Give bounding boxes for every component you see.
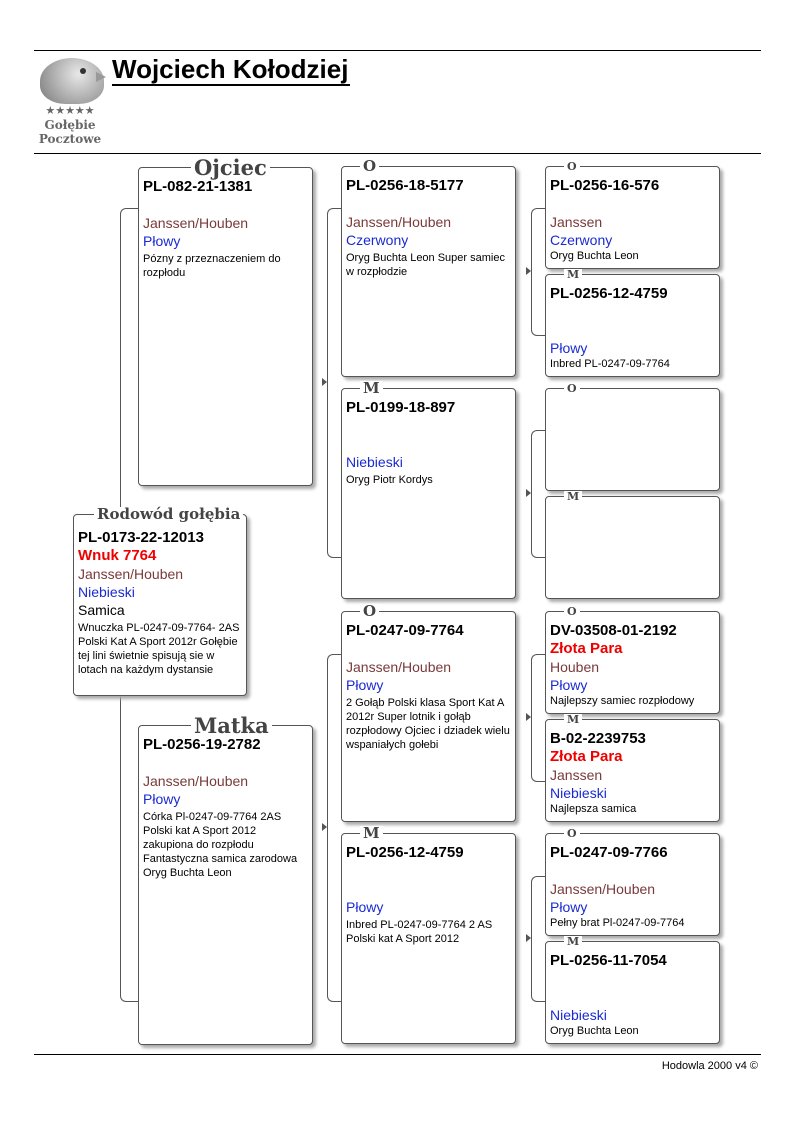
mfm-name: Złota Para <box>550 748 623 765</box>
mmm-ring: PL-0256-11-7054 <box>550 952 667 969</box>
bracket-ff <box>531 208 546 336</box>
bracket-fm <box>531 430 546 558</box>
mfm-card[interactable] <box>545 713 720 822</box>
mother-desc: Córka Pl-0247-09-7764 2AS Polski kat A Sport 2012 zakupiona do rozpłodu Fantastyczna samica zarodowa Oryg Buchta Leon <box>143 811 298 879</box>
mf-color: Płowy <box>346 677 384 693</box>
mff-breed: Houben <box>550 659 600 675</box>
subject-name: Wnuk 7764 <box>78 547 157 564</box>
mmf-card[interactable] <box>545 827 720 936</box>
father-label: Ojciec <box>191 157 270 178</box>
fm-card[interactable] <box>341 379 516 599</box>
subject-color: Niebieski <box>78 584 135 600</box>
mmm-desc: Oryg Buchta Leon <box>550 1025 639 1037</box>
mmf-desc: Pełny brat Pl-0247-09-7764 <box>550 917 685 929</box>
fm-ring: PL-0199-18-897 <box>346 399 456 416</box>
mmf-color: Płowy <box>550 899 588 915</box>
ff-breed: Janssen/Houben <box>346 214 452 230</box>
owner-name: Wojciech Kołodziej <box>112 54 349 84</box>
subject-desc: Wnuczka PL-0247-09-7764- 2AS Polski Kat A Sport 2012r Gołębie tej lini świetnie spisują sie w lotach na każdym dystansie <box>78 622 240 676</box>
logo-line1: Gołębie <box>44 118 96 132</box>
father-ring: PL-082-21-1381 <box>143 178 253 195</box>
fff-ring: PL-0256-16-576 <box>550 177 660 194</box>
father-breed: Janssen/Houben <box>143 215 249 231</box>
bracket-mm <box>531 876 546 1002</box>
logo <box>34 56 106 148</box>
ff-desc: Oryg Buchta Leon Super samiec w rozpłodzie <box>346 252 505 278</box>
mother-label: Matka <box>191 715 272 736</box>
father-color: Płowy <box>143 233 181 249</box>
footer-credit: Hodowla 2000 v4 © <box>661 1060 758 1072</box>
fff-card[interactable] <box>545 160 720 269</box>
ffm-ring: PL-0256-12-4759 <box>550 285 668 302</box>
mff-label: O <box>564 606 580 617</box>
fm-desc: Oryg Piotr Kordys <box>346 474 433 486</box>
fff-breed: Janssen <box>550 214 603 230</box>
mfm-color: Niebieski <box>550 785 607 801</box>
mff-color: Płowy <box>550 677 588 693</box>
mff-card[interactable] <box>545 605 720 714</box>
mmf-label: O <box>564 828 580 839</box>
mm-ring: PL-0256-12-4759 <box>346 844 464 861</box>
pigeon-eye-icon <box>80 68 86 74</box>
ff-label: O <box>360 159 379 174</box>
mf-label: O <box>360 604 379 619</box>
mf-ring: PL-0247-09-7764 <box>346 622 464 639</box>
bracket-father-tip <box>322 378 327 386</box>
bracket-mf <box>531 654 546 782</box>
ff-card[interactable] <box>341 157 516 377</box>
mmm-label: M <box>564 936 582 947</box>
fm-color: Niebieski <box>346 454 403 470</box>
bracket-mother-tip <box>322 823 327 831</box>
subject-breed: Janssen/Houben <box>78 566 184 582</box>
subject-sex: Samica <box>78 602 125 618</box>
mm-color: Płowy <box>346 899 384 915</box>
bracket-mm-tip <box>526 934 531 942</box>
subject-card[interactable] <box>73 505 247 696</box>
ffm-desc: Inbred PL-0247-09-7764 <box>550 358 670 370</box>
fmf-label: O <box>564 383 580 394</box>
pigeon-logo-icon <box>40 58 104 104</box>
bracket-father <box>327 208 342 558</box>
logo-line2: Pocztowe <box>38 132 102 146</box>
mmm-card[interactable] <box>545 935 720 1044</box>
mf-breed: Janssen/Houben <box>346 659 452 675</box>
fff-color: Czerwony <box>550 232 613 248</box>
mmm-color: Niebieski <box>550 1007 607 1023</box>
mfm-desc: Najlepsza samica <box>550 803 637 815</box>
fmm-card[interactable] <box>545 490 720 599</box>
mf-desc: 2 Gołąb Polski klasa Sport Kat A 2012r Super lotnik i gołąb rozpłodowy Ojciec i dziadek wielu wspaniałych gołebi <box>346 697 510 751</box>
ff-color: Czerwony <box>346 232 409 248</box>
fm-label: M <box>360 381 383 396</box>
mm-desc: Inbred PL-0247-09-7764 2 AS Polski kat A Sport 2012 <box>346 919 493 945</box>
bracket-mother <box>327 654 342 1002</box>
mfm-label: M <box>564 714 582 725</box>
mmf-ring: PL-0247-09-7766 <box>550 844 668 861</box>
bracket-ff-tip <box>526 267 531 275</box>
ffm-color: Płowy <box>550 340 588 356</box>
ffm-card[interactable] <box>545 268 720 377</box>
father-desc: Pózny z przeznaczeniem do rozpłodu <box>143 253 281 279</box>
ff-ring: PL-0256-18-5177 <box>346 177 464 194</box>
footer-rule <box>34 1054 761 1055</box>
pedigree-label: Rodowód gołębia <box>94 507 243 522</box>
mm-label: M <box>360 826 383 841</box>
father-card[interactable] <box>138 155 313 486</box>
mff-ring: DV-03508-01-2192 <box>550 622 677 639</box>
mm-card[interactable] <box>341 824 516 1044</box>
subject-ring: PL-0173-22-12013 <box>78 529 204 546</box>
ffm-label: M <box>564 269 582 280</box>
mother-ring: PL-0256-19-2782 <box>143 736 261 753</box>
mfm-breed: Janssen <box>550 767 603 783</box>
top-rule <box>34 50 761 51</box>
pigeon-beak-icon <box>96 72 106 82</box>
mother-breed: Janssen/Houben <box>143 773 249 789</box>
fff-desc: Oryg Buchta Leon <box>550 250 639 262</box>
mff-desc: Najlepszy samiec rozpłodowy <box>550 695 695 707</box>
mfm-ring: B-02-2239753 <box>550 730 646 747</box>
bracket-fm-tip <box>526 489 531 497</box>
fmm-label: M <box>564 491 582 502</box>
mf-card[interactable] <box>341 602 516 822</box>
mother-color: Płowy <box>143 791 181 807</box>
fmf-card[interactable] <box>545 382 720 491</box>
mff-name: Złota Para <box>550 640 623 657</box>
mmf-breed: Janssen/Houben <box>550 881 656 897</box>
mother-card[interactable] <box>138 713 313 1045</box>
logo-stars: ★★★★★ <box>45 105 95 117</box>
bracket-mf-tip <box>526 713 531 721</box>
fff-label: O <box>564 161 580 172</box>
header-rule <box>34 153 761 154</box>
